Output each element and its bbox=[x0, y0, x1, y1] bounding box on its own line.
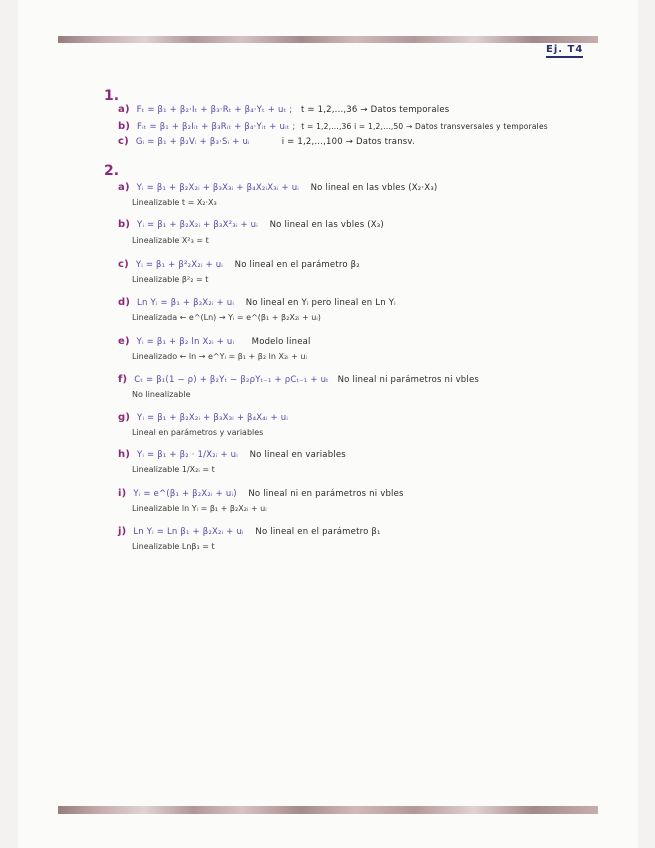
item-label: g) bbox=[118, 412, 131, 423]
section-2-item-d-sub: Linealizada ← e^(Ln) → Yᵢ = e^(β₁ + β₂X₂ᵢ + uᵢ) bbox=[132, 313, 321, 322]
note: No lineal en el parámetro β₂ bbox=[234, 260, 360, 270]
section-1-item-b bbox=[118, 121, 548, 132]
item-label: c) bbox=[118, 136, 129, 147]
section-2-number: 2. bbox=[104, 163, 120, 179]
equation: Gᵢ = β₁ + β₂Vᵢ + β₃·Sᵢ + uᵢ bbox=[135, 137, 250, 147]
item-label: e) bbox=[118, 336, 130, 347]
note: No lineal en variables bbox=[249, 450, 346, 460]
note: No lineal en las vbles (X₂·X₃) bbox=[310, 183, 438, 193]
equation: Ln Yᵢ = β₁ + β₂X₂ᵢ + uᵢ bbox=[137, 298, 235, 308]
section-2-item-a-sub: Linealizable t = X₂·X₃ bbox=[132, 198, 217, 207]
section-2-item-b bbox=[118, 219, 384, 230]
section-1-number: 1. bbox=[104, 88, 120, 104]
item-label: j) bbox=[118, 526, 127, 537]
section-2-item-j-sub: Linealizable Lnβ₁ = t bbox=[132, 542, 215, 551]
note: No lineal en las vbles (X₃) bbox=[269, 220, 384, 230]
equation: Yᵢ = β₁ + β₂ · 1/X₂ᵢ + uᵢ bbox=[137, 450, 238, 460]
section-1-item-c bbox=[118, 136, 415, 147]
section-2-item-g bbox=[118, 412, 288, 423]
section-2-item-h bbox=[118, 449, 346, 460]
equation: Yᵢ = β₁ + β₂X₂ᵢ + β₃X₃ᵢ + β₄X₄ᵢ + uᵢ bbox=[137, 413, 289, 423]
section-2-item-i bbox=[118, 488, 404, 499]
section-2-item-f-sub: No linealizable bbox=[132, 390, 191, 399]
section-2-item-e bbox=[118, 336, 311, 347]
item-label: a) bbox=[118, 104, 130, 115]
note: No lineal en el parámetro β₁ bbox=[255, 527, 381, 537]
note: i = 1,2,...,100 → Datos transv. bbox=[281, 137, 415, 147]
item-label: a) bbox=[118, 182, 130, 193]
item-label: c) bbox=[118, 259, 129, 270]
equation: Yᵢ = β₁ + β²₂X₂ᵢ + uᵢ bbox=[135, 260, 224, 270]
item-label: f) bbox=[118, 374, 128, 385]
equation: Yᵢ = β₁ + β₂X₂ᵢ + β₃X²₃ᵢ + uᵢ bbox=[137, 220, 258, 230]
section-2-item-d bbox=[118, 297, 396, 308]
section-2-item-e-sub: Linealizado ← ln → e^Yᵢ = β₁ + β₂ ln X₂ᵢ + uᵢ bbox=[132, 352, 307, 361]
note: No lineal ni en parámetros ni vbles bbox=[248, 489, 404, 499]
section-2-item-j bbox=[118, 526, 381, 537]
note: No lineal en Yᵢ pero lineal en Ln Yᵢ bbox=[245, 298, 396, 308]
section-2-item-h-sub: Linealizable 1/X₂ᵢ = t bbox=[132, 465, 215, 474]
equation: Yᵢ = e^(β₁ + β₂X₂ᵢ + uᵢ) bbox=[133, 489, 237, 499]
section-2-item-c-sub: Linealizable β²₂ = t bbox=[132, 275, 209, 284]
section-2-item-c bbox=[118, 259, 360, 270]
section-2-item-a bbox=[118, 182, 437, 193]
section-2-item-i-sub: Linealizable ln Yᵢ = β₁ + β₂X₂ᵢ + uᵢ bbox=[132, 504, 267, 513]
top-edge-stripe bbox=[58, 36, 598, 43]
note: Modelo lineal bbox=[251, 337, 311, 347]
note: t = 1,2,...,36 i = 1,2,...,50 → Datos transversales y temporales bbox=[301, 122, 548, 131]
item-label: i) bbox=[118, 488, 127, 499]
item-label: b) bbox=[118, 121, 131, 132]
note: t = 1,2,...,36 → Datos temporales bbox=[301, 105, 450, 115]
section-2-item-b-sub: Linealizable X²₃ = t bbox=[132, 236, 209, 245]
section-2-item-f bbox=[118, 374, 479, 385]
note: No lineal ni parámetros ni vbles bbox=[337, 375, 480, 385]
equation: Yᵢ = β₁ + β₂X₂ᵢ + β₃X₃ᵢ + β₄X₂ᵢX₃ᵢ + uᵢ bbox=[136, 183, 299, 193]
exercise-reference: Ej. T4 bbox=[546, 44, 583, 58]
item-label: h) bbox=[118, 449, 131, 460]
bottom-edge-stripe bbox=[58, 806, 598, 814]
equation: Fₜ = β₁ + β₂·Iₜ + β₃·Rₜ + β₄·Yₜ + uₜ ; bbox=[136, 105, 293, 115]
section-2-item-g-sub: Lineal en parámetros y variables bbox=[132, 428, 264, 437]
equation: Ln Yᵢ = Ln β₁ + β₂X₂ᵢ + uᵢ bbox=[133, 527, 244, 537]
equation: Yᵢ = β₁ + β₂ ln X₂ᵢ + uᵢ bbox=[136, 337, 235, 347]
item-label: b) bbox=[118, 219, 131, 230]
equation: Cₜ = β₁(1 − ρ) + β₂Yₜ − β₂ρYₜ₋₁ + ρCₜ₋₁ + uₜ bbox=[134, 375, 329, 385]
section-1-item-a bbox=[118, 104, 449, 115]
equation: Fᵢₜ = β₁ + β₂Iᵢₜ + β₃Rᵢₜ + β₄·Yᵢₜ + uᵢₜ ; bbox=[137, 122, 296, 132]
item-label: d) bbox=[118, 297, 131, 308]
